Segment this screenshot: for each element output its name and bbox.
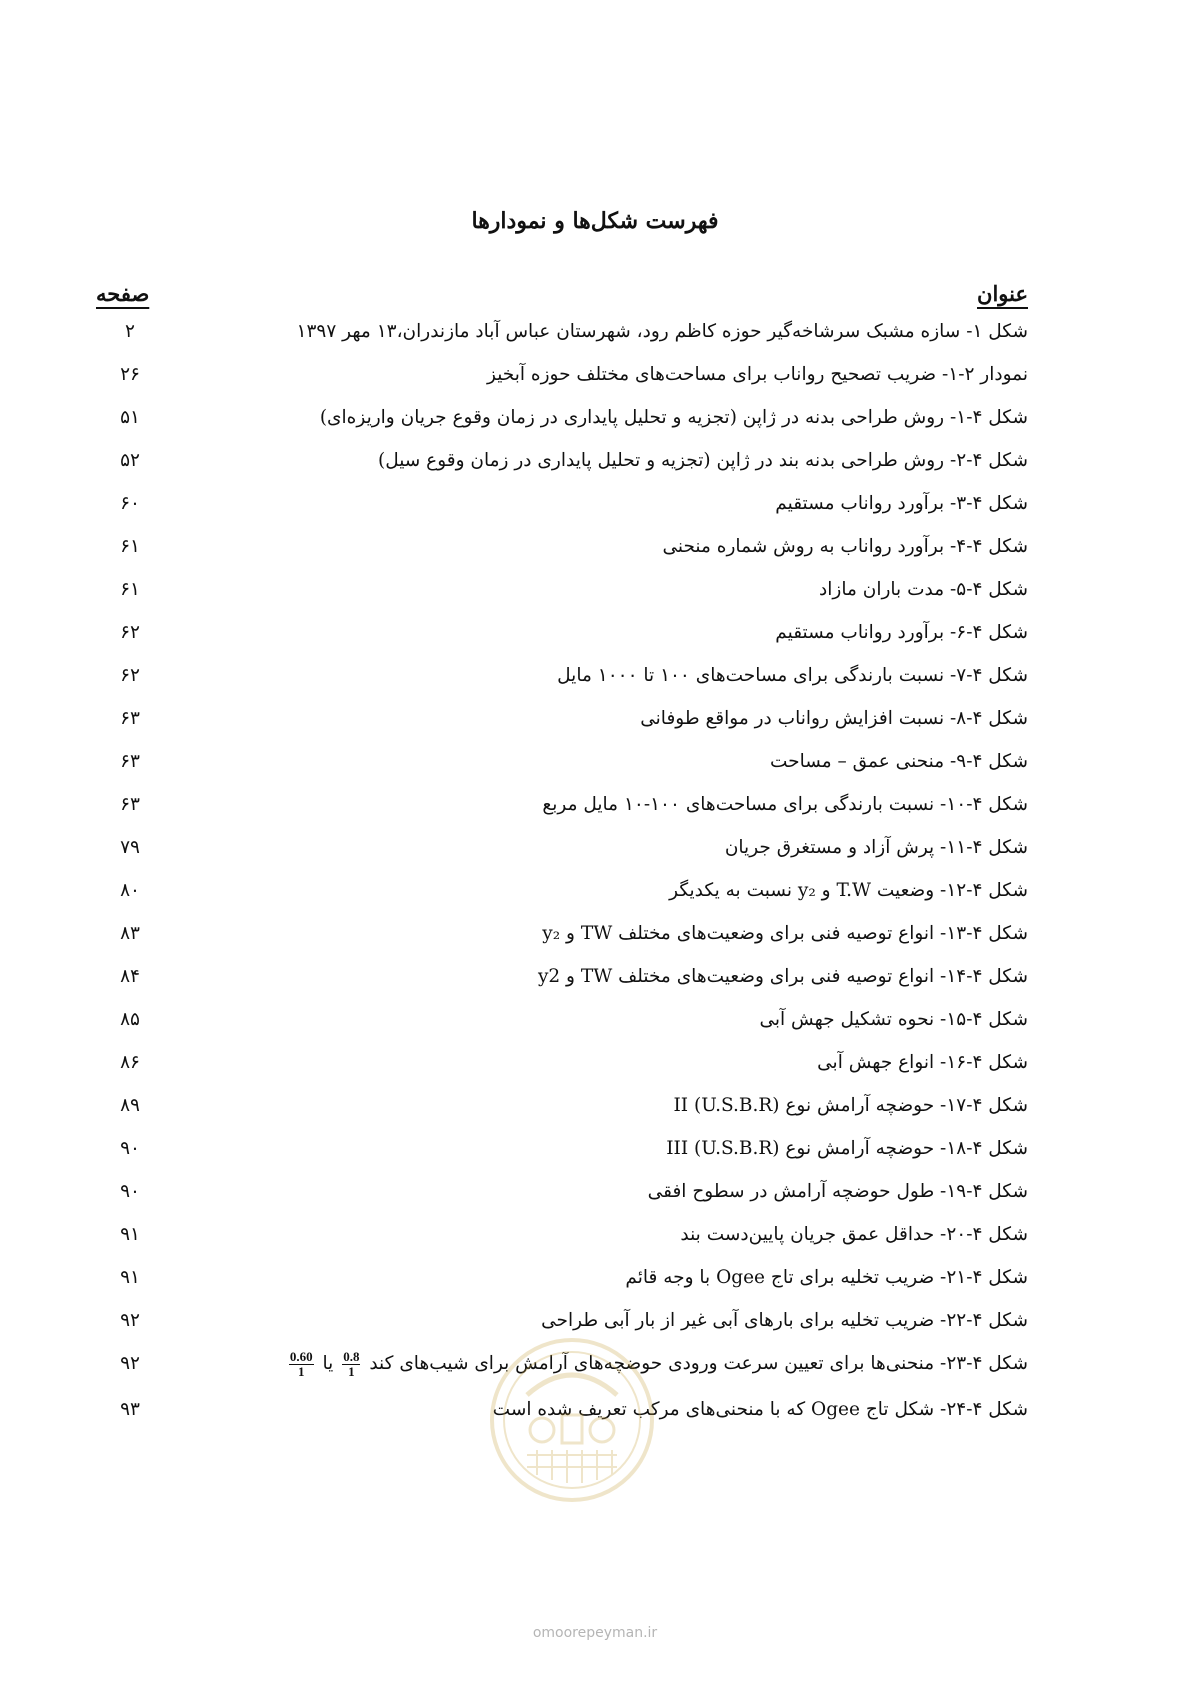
toc-entry-page: ۸۳	[120, 923, 140, 944]
toc-entry-title-text: شکل ۴-۵- مدت باران مازاد	[819, 579, 1028, 600]
toc-entry	[0, 575, 1190, 615]
toc-entry-title-text: شکل ۴-۱۰- نسبت بارندگی برای مساحت‌های ۱۰۰-۱۰ مایل مربع	[542, 794, 1028, 815]
toc-entry-title	[228, 1263, 1028, 1293]
toc-entry-title-text: شکل ۴-۲۴- شکل تاج Ogee که با منحنی‌های مرکب تعریف شده است	[492, 1399, 1028, 1420]
toc-entry	[0, 919, 1190, 959]
fraction-denominator: 1	[298, 1363, 305, 1379]
toc-entry-page: ۶۲	[120, 665, 140, 686]
toc-entry-title-text: شکل ۴-۲۰- حداقل عمق جریان پایین‌دست بند	[680, 1224, 1028, 1245]
toc-entry-title-text: شکل ۴-۱۴- انواع توصیه فنی برای وضعیت‌های مختلف TW و y2	[537, 966, 1028, 987]
toc-entry-title	[228, 618, 1028, 648]
toc-entry-page: ۹۲	[120, 1353, 140, 1374]
toc-entry-page: ۵۲	[120, 450, 140, 471]
toc-entry-title-text: شکل ۴-۲- روش طراحی بدنه بند در ژاپن (تجزیه و تحلیل پایداری در زمان وقوع سیل)	[377, 450, 1028, 471]
slope-fraction-a	[342, 1350, 360, 1379]
toc-entry-page: ۶۳	[120, 708, 140, 729]
toc-entry	[0, 1263, 1190, 1303]
toc-entry-page: ۸۰	[120, 880, 140, 901]
title-column-header: عنوان	[977, 281, 1028, 306]
toc-entry-title	[228, 661, 1028, 691]
toc-entry-page: ۹۰	[120, 1181, 140, 1202]
toc-entry-title	[228, 575, 1028, 605]
page-title: فهرست شکل‌ها و نمودارها	[471, 208, 719, 234]
toc-entry	[0, 1091, 1190, 1131]
toc-entry	[0, 1220, 1190, 1260]
scales-gear-seal-icon	[487, 1335, 657, 1505]
toc-entry-title	[228, 360, 1028, 390]
toc-entry-title	[228, 876, 1028, 906]
toc-entry-page: ۲	[125, 321, 135, 342]
toc-entry-page: ۸۶	[120, 1052, 140, 1073]
toc-entry-title-text: شکل ۴-۱۷- حوضچه آرامش نوع II (U.S.B.R)	[673, 1095, 1028, 1116]
toc-entry-title	[228, 446, 1028, 476]
fraction-numerator: 0.8	[343, 1348, 360, 1364]
toc-entry	[0, 618, 1190, 658]
toc-entry	[0, 403, 1190, 443]
toc-entry	[0, 317, 1190, 357]
toc-entry-title	[228, 790, 1028, 820]
toc-entry-title-text: شکل ۴-۳- برآورد رواناب مستقیم	[775, 493, 1028, 514]
toc-entry-title-text: شکل ۴-۹- منحنی عمق – مساحت	[769, 751, 1028, 772]
toc-entry-title	[228, 1220, 1028, 1250]
toc-entry-title	[228, 403, 1028, 433]
toc-entry-title	[228, 1005, 1028, 1035]
toc-entry-title-text: شکل ۴-۱۳- انواع توصیه فنی برای وضعیت‌های مختلف TW و y₂	[542, 923, 1028, 944]
toc-entry-title	[228, 704, 1028, 734]
toc-entry-title	[228, 532, 1028, 562]
toc-entry-page: ۸۹	[120, 1095, 140, 1116]
toc-entry-title-text: شکل ۴-۶- برآورد رواناب مستقیم	[775, 622, 1028, 643]
fraction-denominator: 1	[348, 1363, 355, 1379]
toc-entry-title-text: شکل ۴-۲۱- ضریب تخلیه برای تاج Ogee با وجه قائم	[625, 1267, 1028, 1288]
toc-entry-page: ۷۹	[120, 837, 140, 858]
toc-entry-page: ۶۰	[120, 493, 140, 514]
toc-entry-title-text: شکل ۴-۱۱- پرش آزاد و مستغرق جریان	[724, 837, 1028, 858]
toc-entry	[0, 833, 1190, 873]
toc-entry-page: ۹۱	[120, 1267, 140, 1288]
toc-entry	[0, 489, 1190, 529]
toc-entry-page: ۶۳	[120, 794, 140, 815]
toc-entry-title-text: شکل ۴-۲۳- منحنی‌ها برای تعیین سرعت ورودی حوضچه‌های آرامش برای شیب‌های کند	[369, 1353, 1028, 1374]
toc-entry-page: ۸۵	[120, 1009, 140, 1030]
toc-entry-page: ۶۱	[120, 579, 140, 600]
toc-entry-title	[228, 1134, 1028, 1164]
toc-entry	[0, 360, 1190, 400]
toc-entry	[0, 1048, 1190, 1088]
toc-entry	[0, 1177, 1190, 1217]
toc-entry	[0, 532, 1190, 572]
toc-entry-page: ۹۱	[120, 1224, 140, 1245]
toc-entry-title-text: نمودار ۲-۱- ضریب تصحیح رواناب برای مساحت‌های مختلف حوزه آبخیز	[487, 364, 1028, 385]
toc-entry	[0, 1134, 1190, 1174]
toc-entry-page: ۹۲	[120, 1310, 140, 1331]
toc-entry-page: ۶۲	[120, 622, 140, 643]
toc-entry	[0, 790, 1190, 830]
watermark-site: omoorepeyman.ir	[532, 1625, 658, 1641]
toc-entry-title	[228, 317, 1028, 347]
toc-entry	[0, 876, 1190, 916]
toc-entry-title	[228, 919, 1028, 949]
toc-entry-title-text: شکل ۴-۲۲- ضریب تخلیه برای بارهای آبی غیر از بار آبی طراحی	[541, 1310, 1028, 1331]
toc-entry-title	[228, 1048, 1028, 1078]
toc-entry-title-text: شکل ۱- سازه مشبک سرشاخه‌گیر حوزه کاظم رود، شهرستان عباس آباد مازندران،۱۳ مهر ۱۳۹۷	[296, 321, 1028, 342]
toc-entry-page: ۹۰	[120, 1138, 140, 1159]
slope-fraction-b	[289, 1350, 314, 1379]
toc-entry-title-text: شکل ۴-۱۵- نحوه تشکیل جهش آبی	[759, 1009, 1028, 1030]
toc-entry-title-text: شکل ۴-۱۹- طول حوضچه آرامش در سطوح افقی	[647, 1181, 1028, 1202]
toc-entry-title-text: شکل ۴-۱۸- حوضچه آرامش نوع III (U.S.B.R)	[666, 1138, 1028, 1159]
toc-entry-page: ۶۱	[120, 536, 140, 557]
toc-entry-title	[228, 747, 1028, 777]
fraction-numerator: 0.60	[289, 1348, 313, 1364]
toc-entry-page: ۹۳	[120, 1399, 140, 1420]
toc-entry	[0, 962, 1190, 1002]
toc-entry-title	[228, 1091, 1028, 1121]
toc-entry-title-text: شکل ۴-۴- برآورد رواناب به روش شماره منحنی	[662, 536, 1028, 557]
toc-entry-page: ۶۳	[120, 751, 140, 772]
page-column-header: صفحه	[96, 281, 150, 306]
toc-entry	[0, 446, 1190, 486]
toc-entry-title	[228, 962, 1028, 992]
toc-entry-title	[228, 1306, 1028, 1336]
toc-entry-title-text: شکل ۴-۷- نسبت بارندگی برای مساحت‌های ۱۰۰ تا ۱۰۰۰ مایل	[557, 665, 1028, 686]
toc-entry	[0, 1005, 1190, 1045]
toc-entry-page: ۲۶	[120, 364, 140, 385]
toc-entry-title-text: شکل ۴-۱- روش طراحی بدنه در ژاپن (تجزیه و تحلیل پایداری در زمان وقوع جریان واریزه‌ای)	[319, 407, 1028, 428]
toc-entry	[0, 747, 1190, 787]
toc-entry-title-text: شکل ۴-۸- نسبت افزایش رواناب در مواقع طوفانی	[640, 708, 1028, 729]
toc-entry-title-text: شکل ۴-۱۲- وضعیت T.W و y₂ نسبت به یکدیگر	[669, 880, 1028, 901]
toc-entry-title	[228, 489, 1028, 519]
fraction-connector: یا	[316, 1353, 340, 1374]
toc-entry-title	[228, 1177, 1028, 1207]
toc-entry-page: ۸۴	[120, 966, 140, 987]
toc-entry	[0, 704, 1190, 744]
toc-entry-title-text: شکل ۴-۱۶- انواع جهش آبی	[817, 1052, 1028, 1073]
toc-entry	[0, 661, 1190, 701]
toc-entry-title	[228, 833, 1028, 863]
toc-entry-page: ۵۱	[120, 407, 140, 428]
